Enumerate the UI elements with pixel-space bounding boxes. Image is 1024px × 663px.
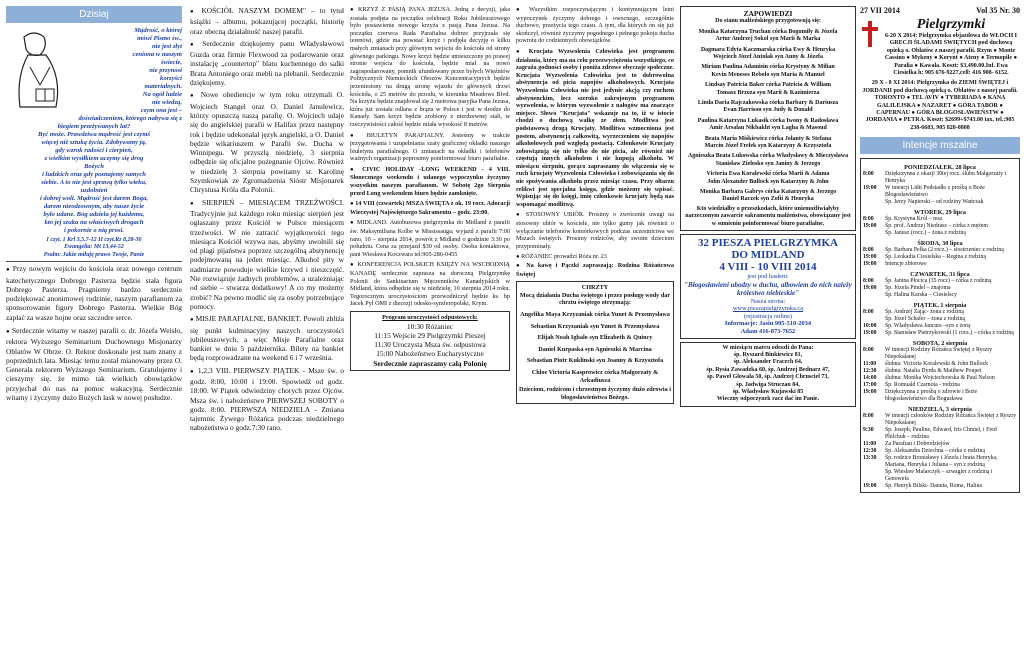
quote-line: nie wiedzą, — [151, 99, 182, 106]
mass-day: PONIEDZIAŁEK, 28 lipca — [904, 164, 976, 172]
mass-row — [863, 199, 1017, 206]
mass-intention: Śp. Romuald Czarnota - rodzina — [885, 382, 960, 389]
mass-intention: W intencji Rodziny Różańca Świętej z Ryszry Niepokalanej — [885, 347, 993, 361]
cross-note: ● KRZYŻ Z PASJĄ PANA JEZUSA. Jedną z decyzji, jaka została podjęta na początku celebracji Roku Jubileuszowego było postawienie nowego krzyża z pasją Pana Jezusa. Na początku czerwca Rada Parafialna dobrze przyjrzała się terenowi, gdzie ma powstać krzyż i podjęła decyzję o kilku małych zmianach przy głównym wejściu do kościoła od strony głównego parkingu. Nowy krzyż będzie umieszczony po prawej stronie wejścia do kościoła, będzie miał na nowo zagospodarowany, pomnik ufundowany przez byłych Więźniów Politycznych Niemieckich Obozów Koncentracyjnych będzie przeniesiony na drugą stronę wjazdu do głównych drzwi kościoła, o 25 metrów do przodu, w kierunku Meadows Blvd. Na krzyżu będzie znajdował się 2 metrowa pasyjka Pana Jezusa, która już została odlana z brązu w Polsce i jest w drodze do Kanady. Sam krzyż będzie zrobiony z nierdzewnej stali, w rzeczywistości całość będzie miała wysokość 8 metrów. — [350, 6, 510, 129]
program-box — [350, 311, 510, 371]
mass-time: 11:00 — [863, 361, 877, 368]
mass-time: 19:00 — [863, 254, 877, 261]
section-header-today: Dzisiaj — [6, 6, 182, 23]
mass-row — [863, 368, 1017, 375]
midland-bus-note: ● MIDLAND. Autobusowa pielgrzymka do Midland z parafii św. Maksymiliana Kolbe w Mississauga; wyjazd z parafii 7:00 rano, 10 – sierpnia 2014, powrót z Midland o godzinie 3:30 po południu. Cena za przejazd $30 od osoby. Osoba kontaktowa, pani Wiesława Koczwara tel:905-286-0455 — [350, 219, 510, 258]
mass-intention: Śp. Halina Karska – Ciesielscy — [885, 292, 957, 299]
pilgrimages-section — [860, 17, 1020, 77]
mass-time: 17:00 — [863, 382, 877, 389]
sobriety-note: ● SIERPIEŃ – MIESIĄCEM TRZEŹWOŚCI. Tradycyjnie już każdego roku miesiąc sierpień jest ogłaszany przez Kościół w Polsce miesiącem trzeźwości. W nie zatracić wyjątkowości tego miesiąca Kościół wzywa nas, abyśmy uwolnili się od plagi pijaństwa poprzez szczególną abstynencję podejmowaną na jeden miesiąc. Alkohol pity w nadmiarze powoduje wielkie krzywd i nieszczęść. Nie rozwiązuje żadnych problemów, a uzależniając od siebie – stwarza dodatkowy! A co my możemy zrobić? Na pewno modlić się za osoby potrzebujące pomocy. — [190, 198, 344, 312]
adoration-note: ● 14 VIII (czwartek) MSZA ŚWIĘTA z ok. 19 rocz. Adoracji Wieczystej Najświętszego Sakramentu – godz. 23:00. — [350, 200, 510, 216]
obedience-note: ● Nowe obediencje w tym roku otrzymali O. Wojciech Stangel oraz O. Daniel Janulewicz, którzy opuszczą naszą parafię. O. Wojciech udaje się do angielskiej parafii w Halifax przez następny rok i będzie udekonalał język angielski, a O. Daniel będzie wikariuszem w Parafii św. Ducha w Winnipegu. W przyszłą niedzielę, 3 sierpnia odbędzie się oficjalne pożegnanie Ojców. Również w niedzielę 3 sierpnia powitamy sr. Karolinę Szymkowiak ze Zgromadzenia Sióstr Misjonarek Chrystusa Króla dla Polonii. — [190, 90, 344, 194]
quote-line: materialnych. — [144, 83, 182, 90]
column-4 — [516, 6, 674, 404]
deceased-name: śp. Aleksander Fracech 64, — [733, 359, 803, 366]
rector-welcome: ● Serdecznie witamy w naszej parafii o. dr. Józefa Weisło, rektora Wyższego Seminarium Duchownego Misjonarzy Oblatów W Obrze. O. Rektor doskonale jest nam znany z poprzednich lata. Miesiąc temu został mianowany przez O. Generała rektorem Wyższego Seminarium. Gratulujemy i cieszymy się, że mimo tak wielkich obowiązków przyjechał do nas na pomoc wakacyjną. Serdecznie witamy i życzymy dużo Bożych łask w nowej posłudze. — [6, 326, 182, 402]
baptism-name: Angelika Maya Krzyzaniak córka Yunet & Przemysława — [520, 310, 670, 318]
mass-time: 9:30 — [863, 427, 874, 434]
quote-line: Bożych — [84, 163, 104, 170]
quote-line: świecie, — [160, 59, 182, 66]
mass-intention: W intencji Lidii Podsiadło z prośbą o Boże Błogosławieństwo — [885, 185, 985, 199]
mass-day: SOBOTA, 2 sierpnia — [912, 340, 968, 348]
pilgrimage-box — [680, 234, 856, 339]
banns-person: Monika Barbara Gabrys córka Katarzyny & Jerzego — [699, 189, 837, 196]
mass-time: 8:00 — [863, 278, 874, 285]
banns-box — [680, 6, 856, 231]
mass-row — [863, 413, 1017, 427]
banns-person: Artur Andrzej Sokol syn Marii & Marka — [715, 36, 821, 43]
quote-line: i ludzkich oraz gdy poznajemy samych — [42, 171, 146, 178]
masthead — [860, 6, 1020, 15]
site-label: Nasza strona: — [750, 297, 786, 305]
quote-line: z wielkim wysiłkiem uczymy się drog — [44, 155, 144, 162]
mass-time: 8:00 — [863, 347, 874, 354]
mass-intention: Śp. Janina Płocica (35 rocz) – córka z rodziną — [885, 278, 992, 285]
mass-day: WTOREK, 29 lipca — [914, 209, 966, 217]
quote-line: Być może. Prawdziwa mądrość jest czymś — [37, 131, 151, 138]
mass-intention: Śp. Leokadia Ciesielska – Regina z rodziną — [885, 254, 986, 261]
mass-intention: Śp. Jerzy Napierski – od rodziny Wańczak — [885, 199, 984, 206]
gospel-ref: Ewangelia: Mt 13,44-52 — [64, 244, 124, 251]
quote-line: uzdolnień — [80, 187, 108, 194]
banns-person: Lindsay Patricia Baker córka Patricia & William — [705, 82, 831, 89]
holy-land-trip: 29 X - 8 XI 2014: Pielgrzymka do ZIEMI ŚWIĘTEJ i JORDANII pod duchową opieką o. Oblatów z naszej parafii. TORONTO ● TEL AVIV ● TYBERIADA ● KANA GALILEJSKA ● NAZARET ● GÓRA TABOR ● CAPERNAU ● GÓRA BŁOGOSŁAWIEŃSTW ● JORDANIA ● PETRA. Koszt: $2699+$743.00 tax, tel.:905 238-6683, 905 820-0808 — [862, 80, 1018, 131]
mass-intention: Śp. Henryk Bilski- Danuta, Roma, Halina — [885, 483, 982, 490]
mass-intention: Śp. Barbara Pelka (2 rocz.) – siostrzeniec z rodziną — [885, 247, 1004, 254]
banns-closing: Kto wiedziałby o przeszkodach, które uniemożliwiałyby narzeczonym zawarcie sakramentu małżeństwa, obowiązany jest w sumieniu poinformować biuro parafialne. — [685, 205, 851, 227]
mass-intention: Intencje zbiorowe — [885, 261, 927, 268]
summer-note: ● Wszystkim rozpoczynającym i kontynuującym letni wypoczynek życzymy dobrego i owocnego, szczególnie duchowo, przeżycia tego czasu. A tym, dla których on się już skończył, również życzymy pogodnego i pełnego pokoju ducha powrotu do codziennych obowiązków. — [516, 6, 674, 45]
mass-time: 8:00 — [863, 171, 874, 178]
mass-intention: ślubna: Monika Wojciechowska & Paul Nelson — [885, 375, 995, 382]
deceased-name: śp. Rysia Zawadzka 60, śp. Andrzej Bednarz 47, — [706, 366, 830, 373]
mass-intention: Śp. Aleksandra Dziechna – córka z rodziną — [885, 448, 985, 455]
banns-person: Miriam Paulina Adamisin córka Krystyny & Milian — [701, 64, 835, 71]
baptism-name: Daniel Kurpaska syn Agnieszki & Marcina — [538, 345, 652, 353]
mass-time: 19:00 — [863, 223, 877, 230]
baptism-name: Sebastian Krzyzaniak syn Yunet & Przemysława — [530, 322, 660, 330]
column-6 — [860, 6, 1020, 493]
banns-person: Agnieszka Beata Lukowska córka Władysławy & Mieczysława — [687, 153, 849, 160]
banns-title: ZAPOWIEDZI — [743, 9, 793, 18]
pilgrimage-dates: 4 VIII - 10 VIII 2014 — [719, 261, 817, 274]
mass-time: 19:00 — [863, 261, 877, 268]
mass-time: 12:30 — [863, 448, 877, 455]
album-note: ● KOŚCIÓŁ NASZYM DOMEM" – to tytuł książki – albumu, pokazującej początki, historię oraz obecną działalność naszej parafii. — [190, 6, 344, 36]
conference-note: ● KONFERENCJA POLSKICH KSIĘŻY NA WSCHODNIĄ KANADĘ serdecznie zaprasza na doroczną Pielgrzymkę Polonii do Sanktuarium Męczenników Kanadyjskich w Midland, która odbędzie się w niedzielę, 10 sierpnia 2014 roku. Tegorocznym uroczystościom przewodniczył będzie ks. bp Jacek Pyl OMI z diecezji odesko-symferopolski, Krym. — [350, 261, 510, 308]
banns-person: Daniel Raczek syn Zofii & Henryka — [722, 196, 814, 203]
quote-line: kto jej szuka na właściwych drogach — [44, 219, 144, 226]
banns-person: Marcin Józef Frelek syn Katarzyny & Krzysztofa — [704, 142, 832, 149]
mass-row — [863, 469, 1017, 483]
mass-time: 8:00 — [863, 247, 874, 254]
mass-row — [863, 261, 1017, 268]
baptisms-closing: Dzieciom, rodzicom i chrzestnym życzymy dużo zdrowia i błogosławieństwa Bożego. — [519, 386, 672, 401]
column-3 — [350, 6, 510, 371]
quote-line: korzyści — [160, 75, 182, 82]
deceased-name: śp. Ryszard Binkiewicz 81, — [733, 352, 803, 359]
program-item: 10:30 Różaniec — [406, 321, 454, 331]
baptisms-intro: Mocą działania Ducha świętego i przez posługę wody dar chrztu świętego otrzymają: — [519, 291, 671, 307]
pilgrimage-title: 32 PIESZA PIELGRZYMKA — [698, 237, 838, 250]
mass-intention: Dziękczynna z prośbą o zdrowie i Boże błogosławieństwo dla Bogusława — [885, 389, 978, 403]
issue-volume: Vol 35 Nr. 30 — [976, 6, 1020, 15]
quote-line: więcej niż sztuką życia. Zdobywamy ją, — [41, 139, 147, 146]
pilgrimage-motto-intro: jest pod hasłem: — [747, 273, 789, 281]
mass-day: ŚRODA, 30 lipca — [917, 240, 963, 248]
quote-line: nie jest złyt — [151, 43, 182, 50]
mass-row — [863, 254, 1017, 261]
psalm-ref: Psalm: Jakże miłuję prawo Twoje, Panie — [43, 251, 145, 258]
mass-intention: Śp. Władysława Jancura –syn z żoną — [885, 323, 971, 330]
dress-note: ● STOSOWNY UBIÓR. Prosimy o zwrócenie uwagi na stosowny ubiór w kościele, nie tylko gumy jak również o wyłączanie telefonów komórkowych podczas uczestnictwa we Mszach świętych. Prosimy rodziców, aby swoim dzieciom przypominały. — [516, 211, 674, 250]
mass-intention: Śp. prof. Andrzej Niedrasz – córka z mężem — [885, 223, 988, 230]
mass-intention: Śp. Janusz (rocz.) – żona z rodziną — [885, 230, 966, 237]
missions-note: ● MISJE PARAFIALNE, BANKIET. Powoli zbliża się punkt kulminacyjny naszych uroczystości jubileuszowych, a więc Misje Parafialne oraz bankiet w dniu 5 października. Bilety na bankiet będą rozprowadzane na weekend 6 i 7 września. — [190, 314, 344, 362]
mass-row — [863, 230, 1017, 237]
mass-time: 19:00 — [863, 483, 877, 490]
rosary-note: ● RÓŻANIEC prowadzi Róża nr. 23 — [516, 253, 674, 262]
mass-time: 19:00 — [863, 285, 877, 292]
quote-line: darem nieodzownym, aby nasze życie — [43, 203, 145, 210]
mass-time: 19:00 — [863, 185, 877, 192]
pilgrimages-title: Pielgrzymki — [916, 17, 986, 32]
baptisms-title: CHRZTY — [581, 284, 609, 292]
mass-intention: Śp. rodzice Bronisławy i Józefa i brata Henryka, Mariana, Henryka i Juliana – syn z rodziną — [885, 455, 998, 469]
mass-day: PIĄTEK, 1 sierpnia — [913, 302, 967, 310]
deaths-closing: Wieczny odpoczynek racz dać im Panie. — [716, 396, 820, 403]
mass-intention: Śp. Wiesław Malarczyk – szwagier z rodziną i Genowefa — [885, 469, 993, 483]
mass-intention: Dziękczynna z okazji 30tej rocz. ślubu Małgorzaty i Henryka — [885, 171, 1007, 185]
mass-time — [863, 292, 885, 299]
mass-row — [863, 455, 1017, 469]
mass-intention: Śp. Józef Schafer – żona z rodziną — [885, 316, 965, 323]
banns-person: Victoria Ewa Koralewski córka Marii & Adama — [706, 171, 830, 178]
quote-line: Na ogół ludzie — [142, 91, 182, 98]
mass-time: 10:00 — [863, 323, 877, 330]
baptism-name: Elijah Noah Ighalo syn Elizabeth & Quincy — [537, 334, 653, 342]
quote-line: i dobrej woli. Mądrość jest darem Boga, — [39, 195, 149, 202]
mass-time: 12:30 — [863, 368, 877, 375]
mass-row — [863, 185, 1017, 199]
first-friday-note: ● 1,2,3 VIII. PIERWSZY PIĄTEK - Msze św. o godz. 8:00, 10:00 i 19:00. Spowiedź od godz. 18:00. W Piątek odwiedziny chorych przez Ojców. Msza św. i nabożeństwo PIERWSZEJ SOBOTY o godz. 8:00. PIERWSZA NIEDZIELA - Zmiana tajemnic Żywego Różańca podczas niedzielnego nabożeństwa o godz.7:30 rano. — [190, 366, 344, 433]
mass-row — [863, 292, 1017, 299]
baptisms-box — [516, 281, 674, 404]
deceased-name: śp. Jadwiga Struczan 84, — [736, 381, 800, 388]
mass-intention: W intencji członków Rodziny Różańca Świętej z Ryszry Niepokalanej — [885, 413, 1017, 427]
mass-time: 19:00 — [863, 330, 877, 337]
pilgrimage-motto: "Błogosławieni ubodzy w duchu, albowiem do nich należy królestwo niebieskie" — [684, 280, 852, 298]
program-item: 11:15 Wejście 29 Pielgrzymki Pieszej — [374, 330, 486, 340]
issue-date: 27 VII 2014 — [860, 6, 900, 15]
mass-time: 8:00 — [863, 216, 874, 223]
quote-block — [6, 27, 182, 235]
mass-intentions — [860, 158, 1020, 493]
banns-person: Evan Harrison syn Judy & Donald — [723, 107, 813, 114]
mass-intention: Śp. Andrzej Zając- żona z rodziną — [885, 309, 964, 316]
quote-line: biegiem przeżywanych lat? — [57, 123, 131, 130]
baptism-name: Chloe Victoria Kasprowicz córka Małgorzaty & Arkadiusza — [531, 368, 659, 384]
mass-day: CZWARTEK, 31 lipca — [910, 271, 970, 279]
banns-person: Amir Arsalan Nikbakht syn Lagha & Masoud — [709, 125, 827, 132]
mass-time: 14:00 — [863, 375, 877, 382]
civic-holiday-note: ● CIVIC HOLIDAY -LONG WEEKEND - 4 VIII. Słonecznego weekendu i udanego wypoczynku życzymy wszystkim naszym parafianom. W Sobotę 2go Sierpnia przed Long weekendem biuro będzie zamknięte. — [350, 166, 510, 197]
mass-intention: ślubna: Victoria Koralewski & John Bullock — [885, 361, 989, 368]
quote-line: czym ona jest – — [140, 107, 182, 114]
mass-time — [863, 316, 885, 323]
mass-row — [863, 389, 1017, 403]
mass-time: 8:00 — [863, 413, 874, 420]
info-jasiu: Informacje: Jasiu 905-510-2034 — [724, 320, 812, 328]
quote-line: gdy wzrok radości i cierpień, — [55, 147, 133, 154]
quote-line: nie przynosi — [149, 67, 182, 74]
site-link[interactable]: www.pieszapielgrzymka.ca — [732, 305, 804, 313]
quote-line: Mądrość, o której — [134, 27, 182, 34]
pilgrimage-destination: DO MIDLAND — [731, 249, 805, 262]
mass-row — [863, 361, 1017, 368]
banns-person: Kevin Meneses Rebolo syn Maria & Manuel — [711, 71, 825, 78]
deaths-box — [680, 342, 856, 407]
quote-line: mówi Pismo św., — [137, 35, 182, 42]
mass-time: 19:00 — [863, 389, 877, 396]
mass-row — [863, 483, 1017, 490]
deceased-name: śp. Paweł Glowala 50, śp. Andrzej Chrusciel 73, — [707, 374, 829, 381]
mass-row — [863, 330, 1017, 337]
mass-row — [863, 382, 1017, 389]
banns-person: Stanisław Zielosko syn Janiny & Jerzego — [715, 160, 821, 167]
mass-row — [863, 171, 1017, 185]
mass-time: 11:00 — [863, 441, 877, 448]
mass-time: 8:00 — [863, 309, 874, 316]
crusade-note: ● Krucjata Wyzwolenia Człowieka jest programem działania, który ma na celu przezwyciężenia wszystkiego, co zagraża godności osoby i poniża zdrowe obyczaje społeczne. Krucjata Wyzwolenia Człowieka jest to dobrowolna abstynencja od picia napojów alkoholowych. Krucjata Wyzwolenia Człowieka nie jest jedynie akcją czy ruchem abstynenckim, lecz szeroko zakrojonym programem wyzwolenia, w którym wyzwolenie z nałogów ma znaczące miejsce. Słowo "Krucjata" wskazuje na to, iż w istocie chodzi o duchową walkę ze złem. Modlitwa jest podstawową drogą Krucjaty. Modlitwa wzmocniona jest postem, abstynencją całkowitą, wyrzeczeniem się napojów alkoholowych pod względą postacią. Członkowie Krucjaty zobowiązują się nie tylko do nie picia, ale również nie częstują innych alkoholem i nie kupują alkoholu. W miesiącu sierpniu, gorąco zapraszamy do włączenia się w ruch krucjaty Wyzwolenia Człowieka i zobowiązania się do nie spożywania alkoholu przez miesiąc czasu. Przy ołtarzu relikwi jest specjalna księga, gdzie możemy się wpisać. Wpisując się do księgi, imię członkowie krucjaty będą nas wspomagać modlitwą. — [516, 48, 674, 208]
mass-row — [863, 347, 1017, 361]
mass-time — [863, 199, 885, 206]
banns-person: Linda Daria Rajczakowska córka Barbary & Dariusza — [697, 99, 839, 106]
praying-figure-icon — [6, 27, 72, 117]
mass-intention: ślubna: Natalia Dyrda & Matthew Poupet — [885, 368, 982, 375]
mass-time — [863, 469, 885, 483]
deaths-title: W miesiącu marcu odeszli do Pana: — [722, 344, 814, 351]
registration-note: (rejestracja online) — [743, 312, 793, 320]
cross-icon — [860, 21, 880, 47]
mass-day: NIEDZIELA, 3 sierpnia — [908, 406, 972, 414]
column-5 — [680, 6, 856, 407]
program-title: Program uroczystości odpustowych: — [382, 313, 478, 321]
banns-person: Wojciech Józef Antolak syn Anny & Józefa — [713, 53, 823, 60]
banns-person: Tomasz Brzoza syn Marii & Kazimierza — [716, 89, 820, 96]
mass-intention: Za Parafian i Dobrodziejów — [885, 441, 950, 448]
quote-line: i pokornie o nią prosi. — [64, 227, 124, 234]
program-item: 15:00 Nabożeństwo Eucharystyczne — [376, 349, 484, 359]
column-1 — [6, 6, 182, 402]
quote-line: ceniona w naszym — [132, 51, 182, 58]
baptism-name: Sebastian Piotr Kuklinski syn Joanny & Krzysztofa — [526, 357, 664, 365]
quote-line: było udane. Bóg udziela jej każdemu, — [43, 211, 145, 218]
deceased-name: śp. Władysław Kujawski 85 — [732, 389, 804, 396]
banns-person: John Alexander Bullock syn Katarzyny & John — [707, 178, 829, 185]
mass-intention: Śp. Joseph, Pauline, Edward, Iris Chmiel, i Fred Philchuk – rodzina — [885, 427, 997, 441]
mass-intention: Śp. Stanisław Pietrzykowski (1 rocz.) – córka z rodziną — [885, 330, 1014, 337]
mass-intention: Śp. Krystyna Król – msz — [885, 216, 943, 223]
info-adam: Adam 416-873-7652 — [740, 328, 796, 336]
italy-greece-trip: 6-20 X 2014: Pielgrzymka objazdowa do WŁOCH I GRECJI ŚLADAMI ŚWIĘTYCH pod duchową opieką o. Oblatów z naszej parafii. Rzym ● Monte Cassino ● Mykeny ● Korynt ● Ateny ● Termopile ● Paralia ● Kawala. Koszt: $3,490.00.Inf. Ewa Ciesielka h: 905 676-9227,cell: 416 908- 6152. — [884, 33, 1018, 77]
mass-intention: Śp. Józefa Pindel – znajoma — [885, 285, 951, 292]
banns-person: Monika Katarzyna Truchan córka Bogumiły & Józefa — [698, 28, 838, 35]
readings-refs: I czyt. 1 Krl 3,5.7-12 II czyt.Rz 8,28-30 — [46, 237, 142, 243]
column-2 — [190, 6, 344, 433]
mass-row — [863, 427, 1017, 441]
quote-line: siebie. A to nie jest sprawą tylko wieku, — [41, 179, 147, 186]
section-header-masses: Intencje mszalne — [860, 137, 1020, 154]
program-item: 11:30 Uroczysta Msza św. odpustowa — [374, 340, 486, 350]
banns-person: Beata Maria Miśkiewicz córka Jolanty & Stefana — [704, 135, 832, 142]
thanks-note: ● Serdecznie dziękujemy panu Władysławowi Guzda oraz firmie Flexwood za podarowanie oraz instalację „countertop" blatu kuchennego do salki Brata Antoniego oraz mebli na plebanii. Serdecznie dziękujemy. — [190, 39, 344, 87]
banns-intro: Do stanu małżeńskiego przygotowują się: — [715, 18, 821, 25]
mass-time: 13:30 — [863, 455, 877, 462]
bulletin-note: ● BIULETYN PARAFIALNY. Jesteśmy w trakcie przygotowania i uzupełniania szaty graficznej okładki naszego biuletynu parafialnego. O zmianach na okładki i telefonów ważnych organizacji poprosimy poinformować biuro parafialne. — [350, 132, 510, 163]
mass-time — [863, 230, 885, 237]
program-closing: Serdecznie zapraszamy całą Polonię — [373, 358, 487, 368]
banns-person: Paulina Katarzyna Lukasik córka Iwony & Radosława — [697, 117, 839, 124]
banns-person: Dagmara Edyta Kaczmarska córka Ewy & Henryka — [700, 46, 836, 53]
coffee-note: ● Na kawę i Pączki zapraszają: Rodzina Różańcowa Świętej — [516, 262, 674, 278]
good-shepherd-note: ● Przy nowym wejściu do kościoła oraz nowego centrum katechetycznego Dobrego Pasterza będzie stała figura Dobrego Pasterza. Pragniemy bardzo serdecznie podziękować anonimowej rodzinie, naszym parafianom za sponsorowanie figury Dobrego Pasterza. Wielkie Bóg zapłać za wasze hojne oraz szczodre serce. — [6, 264, 182, 322]
quote-line: doświadczeniem, którego nabywa się z — [78, 115, 182, 122]
